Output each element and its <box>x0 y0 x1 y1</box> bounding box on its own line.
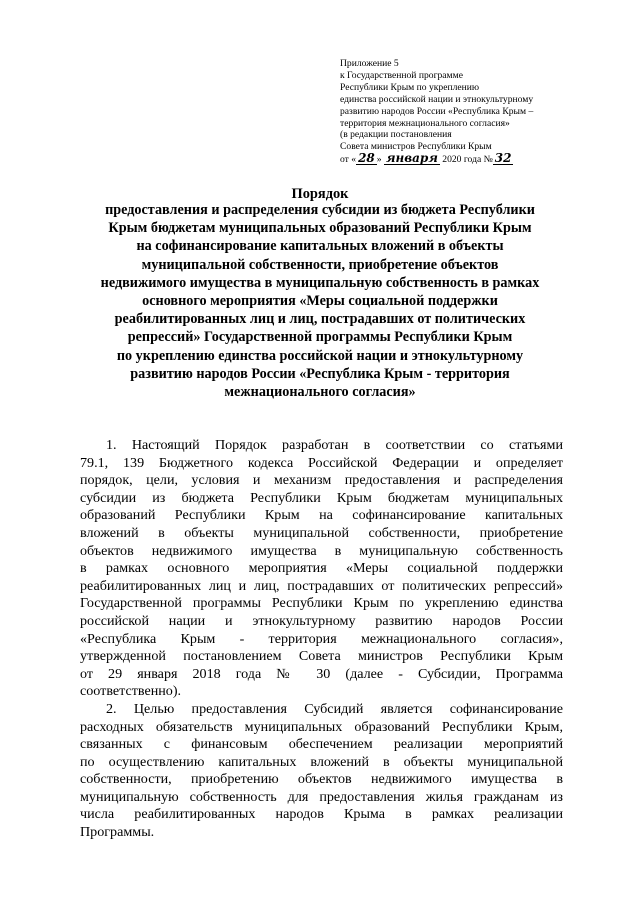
paragraph-line: Государственной программы Республики Крым по укреплению единства <box>80 595 563 612</box>
handwritten-day: 28 <box>358 151 375 166</box>
paragraph-line: объектов недвижимого имущества в муниципальную собственность <box>80 542 563 559</box>
paragraph-line: вложений в объекты муниципальной собственности, приобретение <box>80 524 563 541</box>
date-prefix: от « <box>340 154 357 166</box>
document-subtitle <box>70 201 570 401</box>
document-body <box>80 437 563 842</box>
paragraph-line: соответственно). <box>80 683 182 700</box>
subtitle-line: межнационального согласия» <box>224 384 416 401</box>
date-year: 2020 года № <box>439 154 493 166</box>
date-mid: » <box>376 154 384 166</box>
appendix-line: Приложение 5 <box>340 58 399 69</box>
paragraph-1 <box>80 437 563 701</box>
paragraph-line: расходных обязательств муниципальных образований Республики Крым, <box>80 718 563 735</box>
subtitle-line: предоставления и распределения субсидии из бюджета Республики <box>105 202 535 218</box>
paragraph-line: собственности, приобретению объектов недвижимого имущества в <box>80 771 563 788</box>
subtitle-line: на софинансирование капитальных вложений в объекты <box>136 238 504 255</box>
subtitle-line: по укреплению единства российской нации и этнокультурному <box>116 347 524 364</box>
paragraph-line: по осуществлению капитальных вложений в объекты муниципальной <box>80 753 563 770</box>
paragraph-line: числа реабилитированных народов Крыма в рамках реализации <box>80 806 563 823</box>
paragraph-line: муниципальную собственность для предоставления жилья гражданам из <box>80 788 563 805</box>
appendix-line: Совета министров Республики Крым <box>340 141 492 153</box>
paragraph-line: «Республика Крым - территория межнационального согласия», <box>80 630 563 647</box>
subtitle-line: муниципальной собственности, приобретение объектов <box>141 256 499 273</box>
handwritten-month: января <box>385 151 438 166</box>
paragraph-line: 79.1, 139 Бюджетного кодекса Российской Федерации и определяет <box>80 454 563 471</box>
subtitle-line: развитию народов России «Республика Крым - территория <box>130 365 510 382</box>
document-title: Порядок <box>291 186 349 202</box>
paragraph-line: порядок, цели, условия и механизм предоставления и распределения <box>80 472 563 489</box>
paragraph-line: 2. Целью предоставления Субсидий является софинансирование <box>106 700 563 717</box>
appendix-block <box>340 58 620 166</box>
subtitle-line: Крым бюджетам муниципальных образований Республики Крым <box>108 220 532 237</box>
resolution-date-line <box>340 153 620 166</box>
paragraph-line: реабилитированных лиц и лиц, пострадавших от политических репрессий» <box>80 577 563 594</box>
appendix-line: развитию народов России «Республика Крым – <box>340 105 534 117</box>
subtitle-line: репрессий» Государственной программы Республики Крым <box>127 329 513 346</box>
appendix-line: единства российской нации и этнокультурному <box>340 93 534 105</box>
paragraph-line: Программы. <box>80 824 155 841</box>
paragraph-2 <box>80 701 563 842</box>
paragraph-line: субсидии из бюджета Республики Крым бюджетам муниципальных <box>80 489 563 506</box>
paragraph-line: связанных с финансовым обеспечением реализации мероприятий <box>80 736 563 753</box>
paragraph-line: российской нации и этнокультурному развитию народов России <box>80 612 563 629</box>
paragraph-line: в рамках основного мероприятия «Меры социальной поддержки <box>80 560 563 577</box>
paragraph-line: образований Республики Крым на софинансирование капитальных <box>80 507 563 524</box>
appendix-line: к Государственной программе <box>340 69 463 81</box>
paragraph-line: утвержденной постановлением Совета министров Республики Крым <box>80 648 563 665</box>
appendix-line: территория межнационального согласия» <box>340 117 510 129</box>
handwritten-number: 32 <box>494 151 512 166</box>
subtitle-line: недвижимого имущества в муниципальную собственность в рамках <box>100 274 540 291</box>
paragraph-line: от 29 января 2018 года № 30 (далее - Субсидии, Программа <box>80 665 563 682</box>
subtitle-line: реабилитированных лиц и лиц, пострадавших от политических <box>114 311 526 328</box>
appendix-line: Республики Крым по укреплению <box>340 81 480 93</box>
subtitle-line: основного мероприятия «Меры социальной поддержки <box>142 293 498 310</box>
paragraph-line: 1. Настоящий Порядок разработан в соответствии со статьями <box>106 437 563 453</box>
appendix-line: (в редакции постановления <box>340 129 452 141</box>
